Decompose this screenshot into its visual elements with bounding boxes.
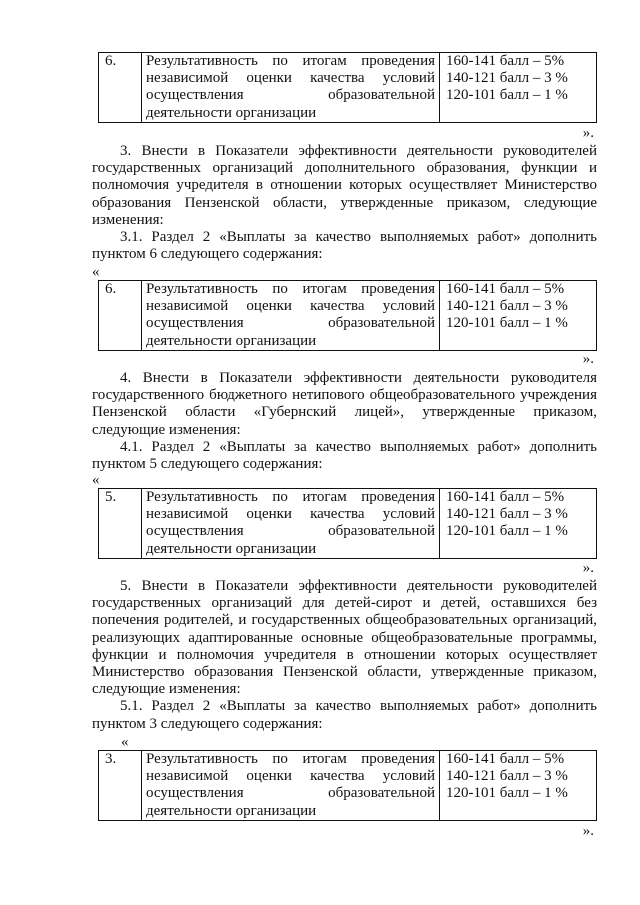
subparagraph-line: пунктом 6 следующего содержания: xyxy=(92,246,323,263)
score-line: 160-141 балл – 5% xyxy=(446,751,565,767)
closing-quote: ». xyxy=(582,351,594,367)
score-cell xyxy=(440,281,597,351)
indicator-name-line: осуществления образовательной xyxy=(146,87,435,104)
paragraph-4 xyxy=(92,370,597,473)
paragraph-line: образования Пензенской области, утвержденные приказом, следующие xyxy=(92,194,597,211)
indicator-table-4 xyxy=(98,750,597,821)
paragraph-line: государственного бюджетного нетипового общеобразовательного учреждения xyxy=(92,387,597,404)
score-line: 120-101 балл – 1 % xyxy=(446,315,568,332)
paragraph-line: функции и полномочия учредителя в отношении которых осуществляет xyxy=(92,646,597,663)
indicator-name-line: осуществления образовательной xyxy=(146,315,435,332)
score-line: 140-121 балл – 3 % xyxy=(446,506,568,523)
paragraph-5 xyxy=(92,578,597,733)
indicator-name-line: Результативность по итогам проведения xyxy=(146,281,435,297)
closing-quote: ». xyxy=(582,560,594,576)
paragraph-line: Пензенской области «Губернский лицей», утвержденные приказом, xyxy=(92,404,597,421)
indicator-table-1 xyxy=(98,52,597,123)
row-number: 6. xyxy=(99,281,142,351)
paragraph-line: изменения: xyxy=(92,211,164,228)
score-line: 160-141 балл – 5% xyxy=(446,53,565,69)
indicator-name xyxy=(142,489,440,559)
opening-quote: « xyxy=(121,734,129,750)
indicator-name-line: деятельности организации xyxy=(146,332,317,349)
paragraph-line: 5. Внести в Показатели эффективности деятельности руководителей xyxy=(120,578,597,594)
paragraph-line: 3. Внести в Показатели эффективности деятельности руководителей xyxy=(120,143,597,159)
indicator-table-3 xyxy=(98,488,597,559)
indicator-name xyxy=(142,751,440,821)
subparagraph-line: 4.1. Раздел 2 «Выплаты за качество выполняемых работ» дополнить xyxy=(120,438,597,455)
table-row xyxy=(99,489,597,559)
subparagraph-line: 3.1. Раздел 2 «Выплаты за качество выполняемых работ» дополнить xyxy=(120,229,597,246)
score-line: 120-101 балл – 1 % xyxy=(446,785,568,802)
paragraph-line: полномочия учредителя в отношении которых осуществляет Министерство xyxy=(92,177,597,194)
paragraph-3 xyxy=(92,143,597,263)
paragraph-line: следующие изменения: xyxy=(92,681,241,698)
indicator-name-line: осуществления образовательной xyxy=(146,523,435,540)
subparagraph-line: пунктом 5 следующего содержания: xyxy=(92,456,323,473)
table-row xyxy=(99,751,597,821)
score-line: 140-121 балл – 3 % xyxy=(446,298,568,315)
score-cell xyxy=(440,489,597,559)
indicator-name-line: независимой оценки качества условий xyxy=(146,298,435,315)
indicator-name-line: Результативность по итогам проведения xyxy=(146,489,435,505)
score-line: 160-141 балл – 5% xyxy=(446,489,565,505)
paragraph-line: реализующих адаптированные основные общеобразовательные программы, xyxy=(92,629,597,646)
paragraph-line: Министерство образования Пензенской области, утвержденные приказом, xyxy=(92,664,597,681)
table-row xyxy=(99,281,597,351)
closing-quote: ». xyxy=(582,125,594,141)
indicator-name-line: Результативность по итогам проведения xyxy=(146,751,435,767)
closing-quote: ». xyxy=(582,823,594,839)
paragraph-line: попечения родителей, и государственных общеобразовательных организаций, xyxy=(92,612,597,629)
paragraph-line: 4. Внести в Показатели эффективности деятельности руководителя xyxy=(120,370,597,386)
indicator-name xyxy=(142,281,440,351)
indicator-name-line: Результативность по итогам проведения xyxy=(146,53,435,69)
score-cell xyxy=(440,53,597,123)
paragraph-line: государственных организаций для детей-сирот и детей, оставшихся без xyxy=(92,595,597,612)
score-line: 140-121 балл – 3 % xyxy=(446,70,568,87)
subparagraph-line: 5.1. Раздел 2 «Выплаты за качество выполняемых работ» дополнить xyxy=(120,698,597,715)
indicator-name-line: деятельности организации xyxy=(146,540,317,557)
opening-quote: « xyxy=(92,264,100,280)
opening-quote: « xyxy=(92,472,100,488)
subparagraph-line: пунктом 3 следующего содержания: xyxy=(92,715,323,732)
score-line: 120-101 балл – 1 % xyxy=(446,523,568,540)
indicator-name xyxy=(142,53,440,123)
indicator-table-2 xyxy=(98,280,597,351)
row-number: 5. xyxy=(99,489,142,559)
score-cell xyxy=(440,751,597,821)
score-line: 160-141 балл – 5% xyxy=(446,281,565,297)
indicator-name-line: деятельности организации xyxy=(146,104,317,121)
indicator-name-line: деятельности организации xyxy=(146,802,317,819)
indicator-name-line: независимой оценки качества условий xyxy=(146,70,435,87)
score-line: 140-121 балл – 3 % xyxy=(446,768,568,785)
table-row xyxy=(99,53,597,123)
row-number: 6. xyxy=(99,53,142,123)
indicator-name-line: независимой оценки качества условий xyxy=(146,506,435,523)
paragraph-line: следующие изменения: xyxy=(92,421,241,438)
indicator-name-line: осуществления образовательной xyxy=(146,785,435,802)
paragraph-line: государственных организаций дополнительного образования, функции и xyxy=(92,160,597,177)
row-number: 3. xyxy=(99,751,142,821)
indicator-name-line: независимой оценки качества условий xyxy=(146,768,435,785)
score-line: 120-101 балл – 1 % xyxy=(446,87,568,104)
